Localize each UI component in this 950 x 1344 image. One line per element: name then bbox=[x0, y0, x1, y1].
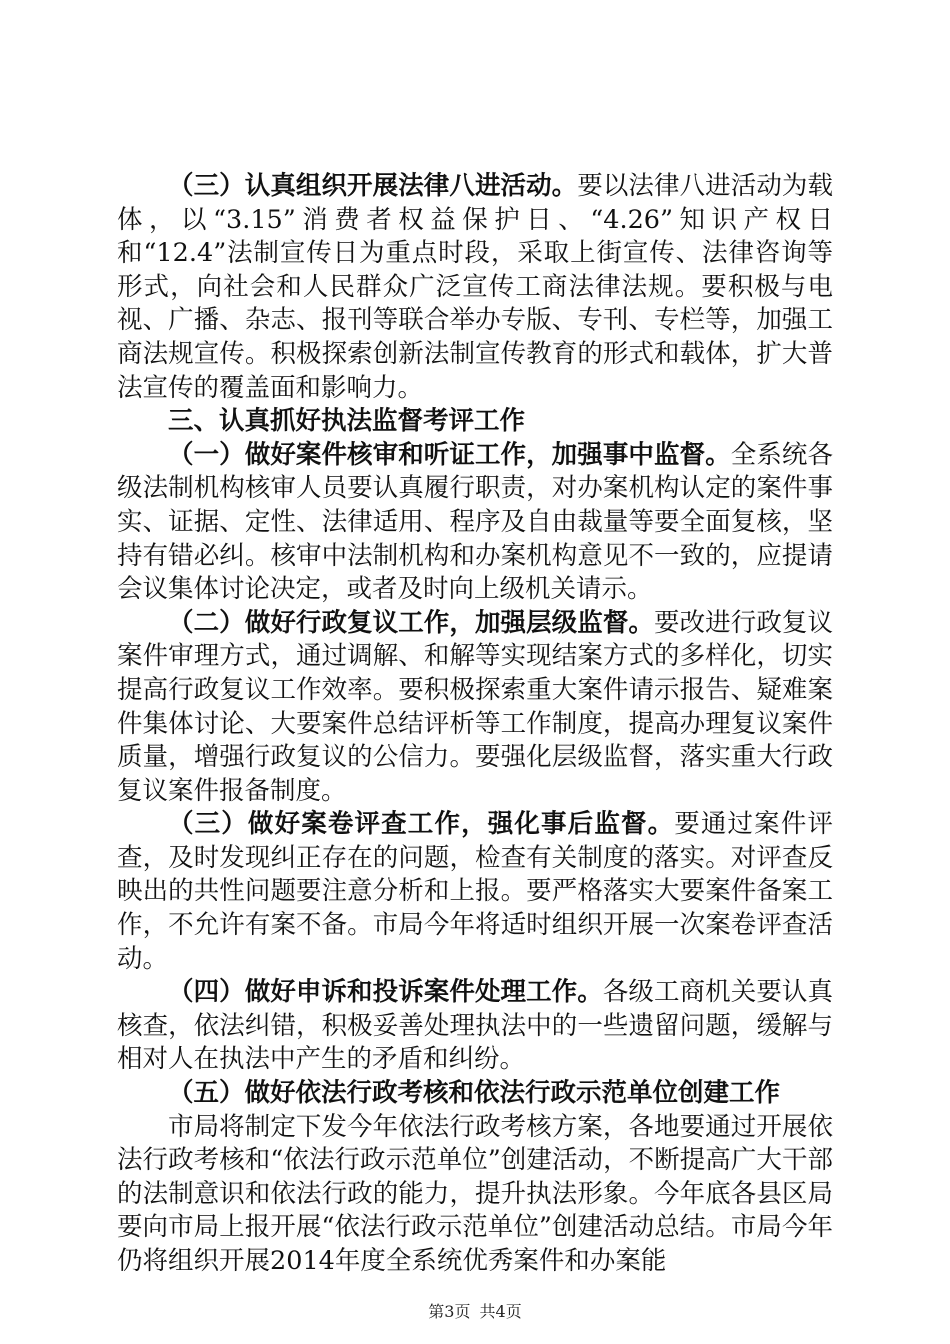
paragraph-case-review bbox=[117, 439, 833, 607]
paragraph-text: 各级工商机关要认真核查，依法纠错，积极妥善处理执法中的一些遗留问题，缓解与相对人在执法中产生的矛盾和纠纷。 bbox=[117, 977, 833, 1075]
paragraph-text: 全系统各级法制机构核审人员要认真履行职责，对办案机构认定的案件事实、证据、定性、法律适用、程序及自由裁量等要全面复核，坚持有错必纠。核审中法制机构和办案机构意见不一致的，应提请会议集体讨论决定，或者及时向上级机关请示。 bbox=[117, 439, 833, 605]
paragraph-administrative-review bbox=[117, 607, 833, 809]
paragraph-heading: （一）做好案件核审和听证工作，加强事中监督。 bbox=[168, 439, 731, 470]
paragraph-heading: （四）做好申诉和投诉案件处理工作。 bbox=[168, 977, 603, 1008]
subsection-heading-administration-assessment: （五）做好依法行政考核和依法行政示范单位创建工作 bbox=[168, 1078, 781, 1109]
paragraph-text: 要以法律八进活动为载体，以“3.15”消费者权益保护日、“4.26”知识产权日和“12.4”法制宣传日为重点时段，采取上街宣传、法律咨询等形式，向社会和人民群众广泛宣传工商法律法规。要积极与电视、广播、杂志、报刊等联合举办专版、专刊、专栏等，加强工商法规宣传。积极探索创新法制宣传教育的形式和载体，扩大普法宣传的覆盖面和影响力。 bbox=[117, 171, 833, 403]
paragraph-heading: （三）认真组织开展法律八进活动。 bbox=[168, 171, 578, 201]
document-body bbox=[117, 170, 833, 1279]
paragraph-text: 要通过案件评查，及时发现纠正存在的问题，检查有关制度的落实。对评查反映出的共性问题要注意分析和上报。要严格落实大要案件备案工作，不允许有案不备。市局今年将适时组织开展一次案卷评查活动。 bbox=[117, 809, 833, 974]
paragraph-heading: （二）做好行政复议工作，加强层级监督。 bbox=[168, 607, 654, 638]
paragraph-text: 要改进行政复议案件审理方式，通过调解、和解等实现结案方式的多样化，切实提高行政复议工作效率。要积极探索重大案件请示报告、疑难案件集体讨论、大要案件总结评析等工作制度，提高办理复议案件质量，增强行政复议的公信力。要强化层级监督，落实重大行政复议案件报备制度。 bbox=[117, 607, 833, 806]
paragraph-law-eight-entries bbox=[117, 170, 833, 405]
paragraph-file-evaluation bbox=[117, 808, 833, 976]
page-footer bbox=[0, 1299, 950, 1322]
paragraph-assessment-plan: 市局将制定下发今年依法行政考核方案，各地要通过开展依法行政考核和“依法行政示范单位”创建活动，不断提高广大干部的法制意识和依法行政的能力，提升执法形象。今年底各县区局要向市局上报开展“依法行政示范单位”创建活动总结。市局今年仍将组织开展2014年度全系统优秀案件和办案能 bbox=[117, 1111, 833, 1276]
section-heading-enforcement-supervision: 三、认真抓好执法监督考评工作 bbox=[168, 406, 526, 437]
paragraph-complaint-handling bbox=[117, 976, 833, 1077]
page-number: 第3页 bbox=[428, 1302, 471, 1321]
paragraph-heading: （三）做好案卷评查工作，强化事后监督。 bbox=[168, 809, 675, 840]
page-total: 共4页 bbox=[479, 1302, 522, 1321]
